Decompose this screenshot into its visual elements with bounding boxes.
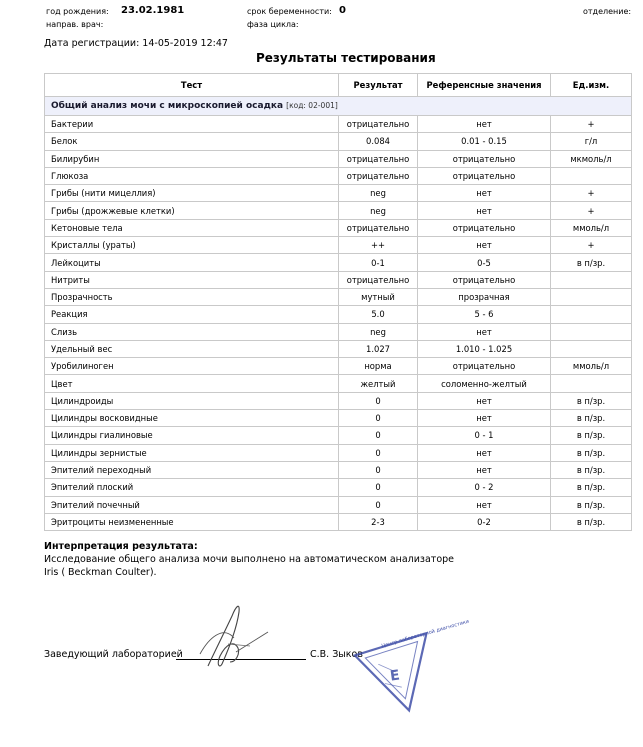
table-row (45, 306, 632, 323)
cell-result: 0 (339, 444, 418, 461)
cell-result: neg (339, 185, 418, 202)
table-row (45, 375, 632, 392)
table-row (45, 323, 632, 340)
cell-reference: прозрачная (418, 288, 551, 305)
section-cell (45, 97, 632, 116)
table-row (45, 150, 632, 167)
table-row (45, 496, 632, 513)
cell-reference: 0-5 (418, 254, 551, 271)
cell-reference: 5 - 6 (418, 306, 551, 323)
cell-result: 0 (339, 392, 418, 409)
cell-test: Цилиндроиды (45, 392, 339, 409)
table-row (45, 392, 632, 409)
table-header-row (45, 74, 632, 97)
cell-result: отрицательно (339, 271, 418, 288)
cell-reference: 0 - 1 (418, 427, 551, 444)
cell-result: 1.027 (339, 340, 418, 357)
pregnancy-label: срок беременности: (247, 7, 332, 16)
svg-text:E: E (389, 667, 401, 685)
cell-reference: нет (418, 444, 551, 461)
table-row (45, 340, 632, 357)
cell-reference: 0-2 (418, 513, 551, 530)
cell-result: мутный (339, 288, 418, 305)
cell-reference: нет (418, 116, 551, 133)
table-row (45, 167, 632, 184)
cell-test: Эпителий почечный (45, 496, 339, 513)
cell-reference: отрицательно (418, 271, 551, 288)
table-row (45, 444, 632, 461)
section-code: [код: 02-001] (286, 101, 338, 110)
birth-year-label: год рождения: (46, 7, 109, 16)
doctor-label: направ. врач: (46, 20, 104, 29)
cell-unit: + (551, 116, 632, 133)
results-table (44, 73, 632, 531)
signature-position-label: Заведующий лабораторией (44, 649, 183, 660)
department-label: отделение: (583, 7, 632, 16)
cell-test: Грибы (нити мицеллия) (45, 185, 339, 202)
cell-result: желтый (339, 375, 418, 392)
cell-result: 0 (339, 461, 418, 478)
table-row (45, 271, 632, 288)
cell-reference: нет (418, 410, 551, 427)
cell-unit: + (551, 185, 632, 202)
cell-test: Эпителий переходный (45, 461, 339, 478)
cell-test: Бактерии (45, 116, 339, 133)
cell-unit: ммоль/л (551, 358, 632, 375)
cell-unit (551, 323, 632, 340)
cell-unit: в п/зр. (551, 254, 632, 271)
cell-result: 0.084 (339, 133, 418, 150)
cell-reference: отрицательно (418, 358, 551, 375)
cell-reference: соломенно-желтый (418, 375, 551, 392)
cell-test: Эритроциты неизмененные (45, 513, 339, 530)
cell-unit: + (551, 202, 632, 219)
cell-test: Цилиндры зернистые (45, 444, 339, 461)
signature-name: С.В. Зыков (310, 649, 363, 660)
table-row (45, 427, 632, 444)
section-row (45, 97, 632, 116)
cell-reference: нет (418, 185, 551, 202)
cell-test: Удельный вес (45, 340, 339, 357)
col-header-result: Результат (339, 74, 418, 97)
cell-unit: в п/зр. (551, 410, 632, 427)
cell-unit: ммоль/л (551, 219, 632, 236)
table-row (45, 116, 632, 133)
cell-result: норма (339, 358, 418, 375)
cell-reference: нет (418, 392, 551, 409)
table-row (45, 185, 632, 202)
col-header-reference: Референсные значения (418, 74, 551, 97)
cell-unit (551, 271, 632, 288)
cell-unit: в п/зр. (551, 427, 632, 444)
table-row (45, 479, 632, 496)
cell-test: Кристаллы (ураты) (45, 237, 339, 254)
cycle-label: фаза цикла: (247, 20, 299, 29)
handwritten-signature (190, 596, 280, 676)
cell-test: Цилиндры восковидные (45, 410, 339, 427)
cell-result: 0 (339, 496, 418, 513)
cell-test: Уробилиноген (45, 358, 339, 375)
cell-reference: 0 - 2 (418, 479, 551, 496)
table-row (45, 254, 632, 271)
cell-result: отрицательно (339, 150, 418, 167)
cell-test: Эпителий плоский (45, 479, 339, 496)
table-row (45, 237, 632, 254)
cell-reference: нет (418, 323, 551, 340)
cell-result: отрицательно (339, 116, 418, 133)
cell-unit (551, 167, 632, 184)
table-row (45, 358, 632, 375)
cell-result: 5.0 (339, 306, 418, 323)
cell-reference: нет (418, 202, 551, 219)
cell-unit: в п/зр. (551, 496, 632, 513)
table-row (45, 219, 632, 236)
birth-year-value: 23.02.1981 (121, 5, 185, 16)
table-row (45, 513, 632, 530)
cell-unit: мкмоль/л (551, 150, 632, 167)
cell-unit: + (551, 237, 632, 254)
pregnancy-value: 0 (339, 5, 346, 16)
cell-reference: 0.01 - 0.15 (418, 133, 551, 150)
col-header-unit: Ед.изм. (551, 74, 632, 97)
cell-test: Глюкоза (45, 167, 339, 184)
cell-unit: в п/зр. (551, 444, 632, 461)
cell-result: 0 (339, 479, 418, 496)
cell-result: отрицательно (339, 167, 418, 184)
laboratory-stamp (350, 618, 470, 718)
cell-unit: в п/зр. (551, 513, 632, 530)
cell-unit (551, 340, 632, 357)
cell-test: Прозрачность (45, 288, 339, 305)
cell-reference: отрицательно (418, 167, 551, 184)
cell-unit (551, 375, 632, 392)
cell-unit (551, 288, 632, 305)
cell-reference: отрицательно (418, 150, 551, 167)
interpretation-heading: Интерпретация результата: (44, 541, 198, 552)
table-row (45, 461, 632, 478)
section-name: Общий анализ мочи с микроскопией осадка (51, 101, 284, 111)
cell-result: 0 (339, 427, 418, 444)
cell-reference: 1.010 - 1.025 (418, 340, 551, 357)
cell-result: neg (339, 202, 418, 219)
cell-unit: в п/зр. (551, 461, 632, 478)
table-row (45, 410, 632, 427)
col-header-test: Тест (45, 74, 339, 97)
cell-test: Билирубин (45, 150, 339, 167)
table-row (45, 133, 632, 150)
page-title: Результаты тестирования (256, 51, 436, 65)
registration-date: Дата регистрации: 14-05-2019 12:47 (44, 38, 228, 49)
interpretation-line-2: Iris ( Beckman Coulter). (44, 567, 157, 578)
table-row (45, 202, 632, 219)
cell-result: 0 (339, 410, 418, 427)
cell-test: Белок (45, 133, 339, 150)
cell-result: ++ (339, 237, 418, 254)
cell-unit: г/л (551, 133, 632, 150)
cell-test: Цилиндры гиалиновые (45, 427, 339, 444)
cell-test: Реакция (45, 306, 339, 323)
cell-unit (551, 306, 632, 323)
cell-reference: нет (418, 461, 551, 478)
table-row (45, 288, 632, 305)
cell-unit: в п/зр. (551, 479, 632, 496)
cell-result: 0-1 (339, 254, 418, 271)
interpretation-line-1: Исследование общего анализа мочи выполнено на автоматическом анализаторе (44, 554, 455, 565)
cell-test: Лейкоциты (45, 254, 339, 271)
cell-test: Слизь (45, 323, 339, 340)
cell-result: 2-3 (339, 513, 418, 530)
cell-test: Грибы (дрожжевые клетки) (45, 202, 339, 219)
cell-result: отрицательно (339, 219, 418, 236)
cell-reference: нет (418, 237, 551, 254)
cell-reference: нет (418, 496, 551, 513)
cell-reference: отрицательно (418, 219, 551, 236)
cell-test: Кетоновые тела (45, 219, 339, 236)
cell-test: Нитриты (45, 271, 339, 288)
cell-result: neg (339, 323, 418, 340)
cell-unit: в п/зр. (551, 392, 632, 409)
cell-test: Цвет (45, 375, 339, 392)
stamp-text: Центр лабораторной диагностики (380, 618, 470, 650)
